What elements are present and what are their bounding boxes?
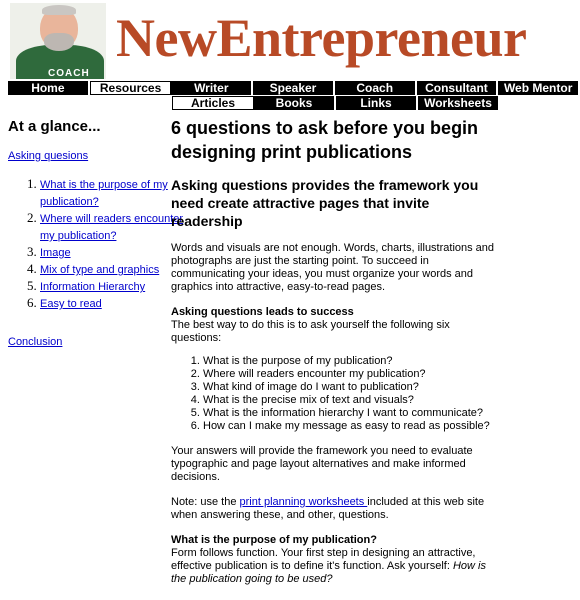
sidebar-link-image[interactable]: Image <box>40 247 71 259</box>
nav-coach[interactable]: Coach <box>335 81 417 95</box>
question-item: 2. Where will readers encounter my publication? <box>203 368 501 381</box>
coach-photo <box>10 3 106 79</box>
purpose-heading: What is the purpose of my publication? <box>171 534 377 546</box>
nav-links[interactable]: Links <box>336 96 418 110</box>
nav-articles[interactable]: Articles <box>172 96 254 110</box>
question-item: 6. How can I make my message as easy to read as possible? <box>203 420 501 433</box>
secondary-nav <box>172 96 498 110</box>
note-paragraph <box>171 496 501 522</box>
sidebar <box>8 118 184 348</box>
nav-consultant[interactable]: Consultant <box>417 81 499 95</box>
sidebar-title: At a glance... <box>8 118 101 135</box>
sidebar-list <box>8 176 190 312</box>
sidebar-list-item <box>40 176 190 210</box>
section-block <box>171 306 501 345</box>
intro-paragraph: Words and visuals are not enough. Words, charts, illustrations and photographs are just the starting point. To succeed in communicating your ideas, you must organize your words and graphics into attractive, easy-to-read pages. <box>171 242 495 293</box>
article-content <box>171 116 501 586</box>
article-title: 6 questions to ask before you begin designing print publications <box>171 118 479 162</box>
nav-books[interactable]: Books <box>254 96 336 110</box>
section-intro: The best way to do this is to ask yourself the following six questions: <box>171 319 450 344</box>
nav-writer[interactable]: Writer <box>171 81 253 95</box>
question-item: 1. What is the purpose of my publication? <box>203 355 501 368</box>
nav-resources[interactable]: Resources <box>90 81 172 95</box>
questions-list <box>171 355 501 433</box>
sidebar-list-item <box>40 295 190 312</box>
article-subtitle: Asking questions provides the framework you need create attractive pages that invite readership <box>171 177 479 229</box>
site-logo[interactable]: NewEntrepreneur <box>116 8 527 68</box>
sidebar-list-item <box>40 261 190 278</box>
purpose-block <box>171 534 501 586</box>
note-prefix: Note: use the <box>171 496 240 508</box>
sidebar-link-mix[interactable]: Mix of type and graphics <box>40 264 160 276</box>
sidebar-link-asking-questions[interactable]: Asking quesions <box>8 150 89 162</box>
purpose-question: How is the publication going to be used? <box>171 560 486 585</box>
sidebar-link-conclusion[interactable]: Conclusion <box>8 336 63 348</box>
sidebar-link-easy-to-read[interactable]: Easy to read <box>40 298 102 310</box>
nav-web-mentor[interactable]: Web Mentor <box>503 81 573 95</box>
nav-speaker[interactable]: Speaker <box>253 81 335 95</box>
purpose-text: Form follows function. Your first step in designing an attractive, effective publication is to define it's function. Ask yourself: <box>171 547 476 572</box>
sidebar-link-readers[interactable]: Where will readers encounter my publication? <box>40 213 184 242</box>
site-header <box>0 0 580 80</box>
primary-nav <box>8 81 578 95</box>
sidebar-link-purpose[interactable]: What is the purpose of my publication? <box>40 179 168 208</box>
sidebar-list-item <box>40 278 190 295</box>
note-suffix: included at this web site when answering these, and other, questions. <box>171 496 485 521</box>
worksheets-link[interactable]: print planning worksheets <box>239 496 368 508</box>
question-item: 5. What is the information hierarchy I want to communicate? <box>203 407 501 420</box>
question-item: 3. What kind of image do I want to publication? <box>203 381 501 394</box>
sidebar-list-item <box>40 244 190 261</box>
nav-home[interactable]: Home <box>8 81 90 95</box>
section-heading: Asking questions leads to success <box>171 306 354 318</box>
photo-shirt-text: COACH <box>48 68 90 79</box>
framework-paragraph: Your answers will provide the framework you need to evaluate typographic and page layout alternatives and make informed decisions. <box>171 445 473 483</box>
sidebar-link-hierarchy[interactable]: Information Hierarchy <box>40 281 146 293</box>
sidebar-list-item <box>40 210 190 244</box>
nav-worksheets[interactable]: Worksheets <box>424 96 492 110</box>
question-item: 4. What is the precise mix of text and visuals? <box>203 394 501 407</box>
